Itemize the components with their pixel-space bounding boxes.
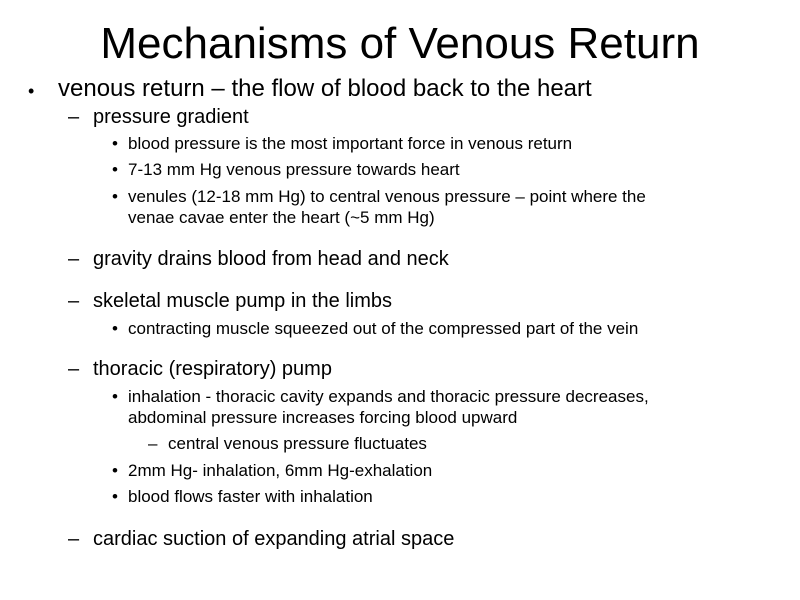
bullet-text-mm-hg-values: 2mm Hg- inhalation, 6mm Hg-exhalation — [128, 461, 433, 480]
bullet-marker: • — [112, 160, 118, 179]
bullet-marker: • — [112, 487, 118, 506]
bullet-text-inhalation-continuation: abdominal pressure increases forcing blood upward — [128, 408, 518, 427]
bullet-marker: • — [112, 134, 118, 153]
bullet-marker: • — [112, 387, 118, 406]
bullet-marker: • — [112, 319, 118, 338]
dash-marker: – — [68, 106, 80, 128]
bullet-marker: • — [112, 187, 118, 206]
bullet-text-inhalation: inhalation - thoracic cavity expands and thoracic pressure decreases, — [128, 387, 649, 406]
dash-marker: – — [68, 290, 80, 312]
bullet-text-venules-continuation: venae cavae enter the heart (~5 mm Hg) — [128, 208, 435, 227]
bullet-text-gravity: gravity drains blood from head and neck — [93, 248, 449, 270]
bullet-marker: • — [112, 461, 118, 480]
bullet-text-cardiac-suction: cardiac suction of expanding atrial space — [93, 528, 455, 550]
dash-marker: – — [68, 528, 80, 550]
bullet-text-pressure-gradient: pressure gradient — [93, 106, 249, 128]
bullet-text-contracting-muscle: contracting muscle squeezed out of the compressed part of the vein — [128, 319, 639, 338]
bullet-text-skeletal-muscle-pump: skeletal muscle pump in the limbs — [93, 290, 393, 312]
bullet-text-blood-pressure: blood pressure is the most important force in venous return — [128, 134, 573, 153]
bullet-text-thoracic-pump: thoracic (respiratory) pump — [93, 358, 332, 380]
bullet-text-venous-pressure-heart: 7-13 mm Hg venous pressure towards heart — [128, 160, 460, 179]
dash-marker: – — [68, 358, 80, 380]
slide-title: Mechanisms of Venous Return — [100, 19, 700, 68]
bullet-text-blood-flows-faster: blood flows faster with inhalation — [128, 487, 373, 506]
dash-marker: – — [68, 248, 80, 270]
bullet-text-central-venous-fluctuates: central venous pressure fluctuates — [168, 434, 427, 453]
bullet-text-venules: venules (12-18 mm Hg) to central venous pressure – point where the — [128, 187, 646, 206]
bullet-marker: • — [28, 81, 35, 101]
bullet-text-venous-return: venous return – the flow of blood back to the heart — [58, 75, 592, 102]
dash-marker: – — [148, 434, 158, 453]
